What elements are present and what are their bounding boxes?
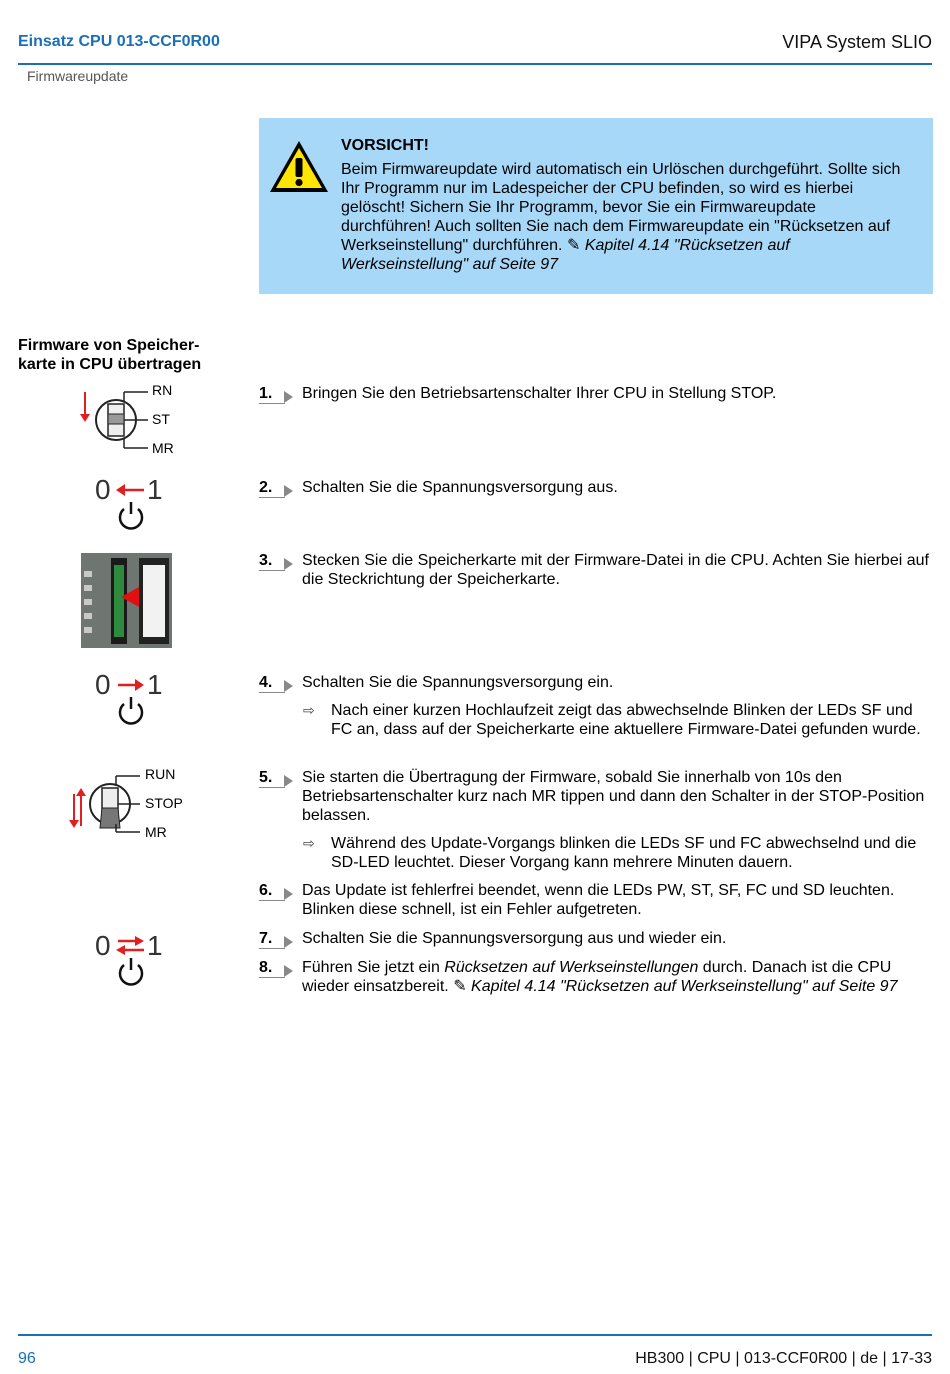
step-text-italic: Rücksetzen auf Werkseinstellungen: [444, 959, 699, 976]
step-2: [259, 478, 934, 497]
caution-text: [341, 160, 901, 274]
power-cycle-figure: [92, 928, 172, 988]
header-product: VIPA System SLIO: [782, 32, 932, 52]
result-text: Nach einer kurzen Hochlaufzeit zeigt das abwechselnde Blinken der LEDs SF und FC an, dass auf der Speicherkarte eine aktuellere Firmware-Datei gefunden wurde.: [331, 702, 921, 738]
header-divider: [18, 63, 932, 65]
link-icon: ✎: [566, 237, 581, 254]
switch-label-mr: MR: [145, 824, 167, 840]
memory-card-insert-icon: [81, 553, 172, 648]
caution-link[interactable]: Kapitel 4.14 "Rücksetzen auf Werkseinstellung" auf Seite 97: [341, 237, 790, 273]
step-arrow-icon: [284, 391, 293, 403]
step-text: Bringen Sie den Betriebsartenschalter Ihrer CPU in Stellung STOP.: [302, 385, 777, 402]
power-zero: 0: [95, 474, 111, 505]
step-arrow-icon: [284, 888, 293, 900]
warning-triangle-icon: [267, 138, 331, 196]
power-arrow-left-icon: [92, 472, 172, 532]
switch-label-mr: MR: [152, 440, 174, 456]
step-text: Stecken Sie die Speicherkarte mit der Firmware-Datei in die CPU. Achten Sie hierbei auf die Steckrichtung der Speicherkarte.: [302, 552, 929, 588]
step-8: [259, 958, 934, 996]
switch-label-run: RUN: [145, 766, 176, 782]
step-arrow-icon: [284, 558, 293, 570]
power-one: 1: [147, 669, 163, 700]
switch-label-stop: STOP: [145, 795, 183, 811]
result-text: Während des Update-Vorgangs blinken die LEDs SF und FC abwechselnd und die SD-LED leuchtet. Dieser Vorgang kann mehrere Minuten dauern.: [331, 835, 917, 871]
step-7: [259, 929, 934, 948]
step-number: 7.: [259, 930, 273, 947]
step-number: 3.: [259, 552, 273, 569]
step-5: [259, 768, 934, 825]
power-on-figure: [92, 667, 172, 727]
step-text: Das Update ist fehlerfrei beendet, wenn die LEDs PW, ST, SF, FC und SD leuchten. Blinken diese schnell, ist ein Fehler aufgetreten.: [302, 882, 895, 918]
page-number: 96: [18, 1350, 36, 1367]
sidebar-title: Firmware von Speicherkarte in CPU übertragen: [18, 337, 202, 373]
header-chapter: Einsatz CPU 013-CCF0R00: [18, 33, 220, 50]
result-2: [259, 834, 934, 872]
result-arrow-icon: ⇨: [303, 702, 315, 718]
step-arrow-icon: [284, 965, 293, 977]
step-number: 5.: [259, 769, 273, 786]
step-arrow-icon: [284, 775, 293, 787]
caution-box: [259, 118, 933, 294]
switch-label-st: ST: [152, 411, 170, 427]
step-3: [259, 551, 934, 589]
header-section: Firmwareupdate: [27, 68, 129, 84]
step-6: [259, 881, 934, 919]
power-cycle-arrows-icon: [92, 928, 172, 988]
result-1: [259, 701, 934, 739]
step-text-part: Führen Sie jetzt ein: [302, 959, 445, 976]
step-text: Schalten Sie die Spannungsversorgung ein.: [302, 674, 614, 691]
step-text: Sie starten die Übertragung der Firmware, sobald Sie innerhalb von 10s den Betriebsartenschalter kurz nach MR tippen und dann den Schalter in der STOP-Position belassen.: [302, 769, 925, 824]
mode-switch-figure-2: [68, 764, 198, 844]
footer-doc-id: HB300 | CPU | 013-CCF0R00 | de | 17-33: [635, 1350, 932, 1367]
power-arrow-right-icon: [92, 667, 172, 727]
step-arrow-icon: [284, 936, 293, 948]
step-text: Schalten Sie die Spannungsversorgung aus.: [302, 479, 618, 496]
power-off-figure: [92, 472, 172, 532]
step-number: 8.: [259, 959, 273, 976]
power-zero: 0: [95, 930, 111, 961]
step-number: 1.: [259, 385, 273, 402]
step-text: Schalten Sie die Spannungsversorgung aus und wieder ein.: [302, 930, 727, 947]
mode-switch-icon: [78, 380, 198, 460]
memory-card-figure: [81, 553, 172, 648]
link-icon: ✎: [453, 978, 467, 995]
step-number: 2.: [259, 479, 273, 496]
power-one: 1: [147, 474, 163, 505]
step-number: 6.: [259, 882, 273, 899]
result-arrow-icon: ⇨: [303, 835, 315, 851]
step-text-part: durch. Danach ist die CPU wieder einsatzbereit.: [302, 959, 892, 995]
caution-title: VORSICHT!: [341, 137, 429, 154]
step-1: [259, 384, 934, 403]
step-link[interactable]: Kapitel 4.14 "Rücksetzen auf Werkseinstellung" auf Seite 97: [471, 978, 898, 995]
power-zero: 0: [95, 669, 111, 700]
step-arrow-icon: [284, 680, 293, 692]
step-4: [259, 673, 934, 692]
switch-label-rn: RN: [152, 382, 173, 398]
footer-divider: [18, 1334, 932, 1336]
step-number: 4.: [259, 674, 273, 691]
step-arrow-icon: [284, 485, 293, 497]
caution-body: Beim Firmwareupdate wird automatisch ein Urlöschen durchgeführt. Sollte sich Ihr Programm nur im Ladespeicher der CPU befinden, so wird es hierbei gelöscht! Sichern Sie Ihr Programm, bevor Sie ein Firmwareupdate durchführen! Auch sollten Sie nach dem Firmwareupdate ein "Rücksetzen auf Werkseinstellung" durchführen.: [341, 161, 901, 254]
mode-switch-figure-1: [78, 380, 198, 460]
power-one: 1: [147, 930, 163, 961]
step-text: [302, 958, 934, 996]
